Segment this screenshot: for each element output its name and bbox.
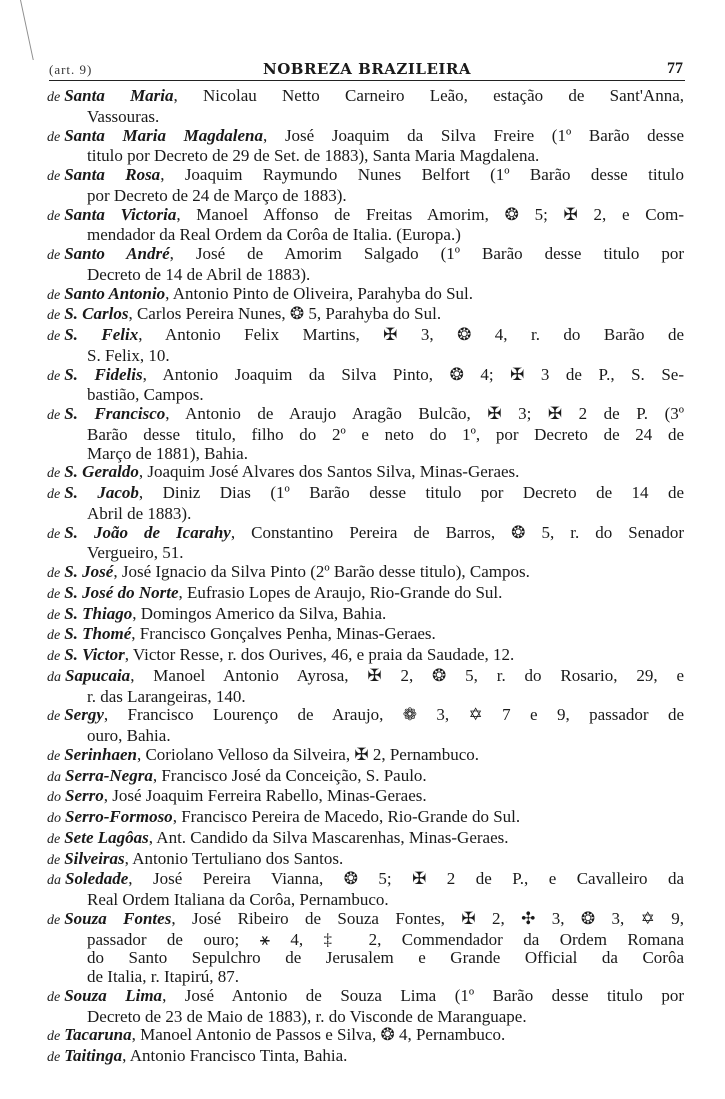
list-item xyxy=(47,245,684,285)
list-item xyxy=(47,127,684,167)
entry-continuation-line xyxy=(47,1008,684,1027)
entry-prefix: de xyxy=(47,709,61,725)
entry-prefix: de xyxy=(47,1050,61,1065)
entry-text: por Decreto de 24 de Março de 1883). xyxy=(87,186,347,205)
entry-title: Serinhaen xyxy=(64,745,137,764)
entry-continuation-line xyxy=(47,727,684,746)
entry-title: Sapucaia xyxy=(65,666,131,685)
page-number: 77 xyxy=(667,60,683,77)
entry-first-line xyxy=(47,667,684,688)
entry-prefix: do xyxy=(47,811,61,826)
entry-text: do Santo Sepulchro de Jerusalem e Grande Official da Corôa xyxy=(87,949,684,968)
list-item xyxy=(47,706,684,746)
entry-text: , Francisco Pereira de Macedo, Rio-Grande do Sul. xyxy=(172,808,521,826)
entry-first-line xyxy=(47,850,684,871)
entry-text: , Ant. Candido da Silva Mascarenhas, Minas-Geraes. xyxy=(148,828,509,847)
entry-title: S. Thomé xyxy=(64,625,132,644)
entry-prefix: de xyxy=(47,852,61,868)
list-item xyxy=(47,366,684,406)
entry-text: , Manoel Antonio de Passos e Silva, ❂ 4, Pernambuco. xyxy=(131,1026,506,1045)
entry-first-line xyxy=(47,87,684,108)
entry-first-line xyxy=(47,305,684,326)
entry-first-line xyxy=(47,767,684,788)
entry-first-line xyxy=(47,870,684,891)
entry-first-line xyxy=(47,563,684,584)
entry-prefix: de xyxy=(47,487,61,502)
running-header xyxy=(49,60,685,81)
entry-text: , Joaquim José Alvares dos Santos Silva, Minas-Geraes. xyxy=(138,463,520,482)
entry-text: Vassouras. xyxy=(87,107,160,126)
entry-first-line xyxy=(47,484,684,505)
entry-continuation-line xyxy=(47,426,684,445)
entry-text: Março de 1881), Bahia. xyxy=(87,444,248,463)
list-item xyxy=(47,987,684,1027)
entry-first-line xyxy=(47,808,684,829)
entry-prefix: de xyxy=(47,566,61,581)
entry-first-line xyxy=(47,405,684,426)
entry-text: , Francisco José da Conceição, S. Paulo. xyxy=(152,766,427,785)
entry-first-line xyxy=(47,1026,684,1047)
entry-prefix: do xyxy=(47,790,61,806)
entry-continuation-line xyxy=(47,891,684,910)
list-item xyxy=(47,850,684,871)
entry-first-line xyxy=(47,285,684,306)
entry-first-line xyxy=(47,166,684,187)
list-item xyxy=(47,767,684,788)
entry-text: mendador da Real Ordem da Corôa de Italia. (Europa.) xyxy=(87,226,461,245)
entry-title: Sergy xyxy=(64,706,104,725)
entry-text: , Domingos Americo da Silva, Bahia. xyxy=(132,604,387,623)
entry-text: , José Pereira Vianna, ❂ 5; ✠ 2 de P., e Cavalleiro da xyxy=(128,870,684,889)
entry-text: , José Joaquim Ferreira Rabello, Minas-Geraes. xyxy=(103,787,427,806)
entry-title: S. Felix xyxy=(64,326,139,344)
entry-continuation-line xyxy=(47,386,684,405)
entry-first-line xyxy=(47,206,684,227)
list-item xyxy=(47,1047,684,1068)
entry-text: , Manoel Antonio Ayrosa, ✠ 2, ❂ 5, r. do Rosario, 29, e xyxy=(130,666,684,685)
entry-title: Santa Maria xyxy=(64,87,174,105)
entry-prefix: da xyxy=(47,873,61,889)
entry-prefix: de xyxy=(47,408,61,423)
entry-prefix: de xyxy=(47,169,61,184)
entry-continuation-line xyxy=(47,347,684,366)
entry-title: S. José xyxy=(64,563,114,581)
entry-prefix: de xyxy=(47,248,61,263)
list-item xyxy=(47,405,684,463)
entry-continuation-line xyxy=(47,505,684,524)
entry-text: de Italia, r. Itapirú, 87. xyxy=(87,968,240,986)
entry-continuation-line xyxy=(47,108,684,127)
entry-text: bastião, Campos. xyxy=(87,386,204,405)
entry-text: Decreto de 14 de Abril de 1883). xyxy=(87,265,311,284)
entry-title: Serro xyxy=(65,787,104,806)
entry-text: , Manoel Affonso de Freitas Amorim, ❂ 5; ✠ 2, e Com- xyxy=(176,205,684,224)
list-item xyxy=(47,625,684,646)
entry-prefix: de xyxy=(47,287,61,303)
entry-first-line xyxy=(47,787,684,808)
list-item xyxy=(47,787,684,808)
page-edge-mark xyxy=(0,0,34,60)
list-item xyxy=(47,910,684,987)
entry-title: S. Fidelis xyxy=(64,365,143,384)
list-item xyxy=(47,305,684,326)
entry-title: Souza Lima xyxy=(64,986,163,1005)
entry-first-line xyxy=(47,746,684,767)
entry-text: ouro, Bahia. xyxy=(87,727,171,745)
entry-text: Vergueiro, 51. xyxy=(87,544,184,563)
entry-prefix: de xyxy=(47,90,61,105)
entry-text: titulo por Decreto de 29 de Set. de 1883), Santa Maria Magdalena. xyxy=(87,147,540,166)
entry-text: , Antonio Joaquim da Silva Pinto, ❂ 4; ✠ 3 de P., S. Se- xyxy=(142,365,684,384)
entry-first-line xyxy=(47,910,684,931)
entry-title: Soledade xyxy=(65,870,129,889)
entry-first-line xyxy=(47,987,684,1008)
entry-title: Santo Antonio xyxy=(64,284,166,303)
list-item xyxy=(47,870,684,910)
entry-first-line xyxy=(47,245,684,266)
entry-title: Sete Lagôas xyxy=(64,828,149,847)
entry-prefix: de xyxy=(47,607,61,623)
entry-prefix: de xyxy=(47,466,61,482)
entry-first-line xyxy=(47,706,684,727)
entry-text: , Nicolau Netto Carneiro Leão, estação de Sant'Anna, xyxy=(173,87,684,105)
list-item xyxy=(47,746,684,767)
entry-first-line xyxy=(47,463,684,484)
entry-continuation-line xyxy=(47,187,684,206)
entry-list xyxy=(47,87,684,1068)
entry-first-line xyxy=(47,605,684,626)
entry-title: Silveiras xyxy=(64,849,125,868)
entry-continuation-line xyxy=(47,544,684,563)
list-item xyxy=(47,524,684,564)
entry-text: , Francisco Gonçalves Penha, Minas-Geraes. xyxy=(131,625,436,644)
entry-text: , Francisco Lourenço de Araujo, ❁ 3, ✡ 7 e 9, passador de xyxy=(103,706,684,725)
list-item xyxy=(47,605,684,626)
list-item xyxy=(47,326,684,366)
entry-first-line xyxy=(47,1047,684,1068)
entry-prefix: de xyxy=(47,526,61,542)
list-item xyxy=(47,563,684,584)
entry-text: , Carlos Pereira Nunes, ❂ 5, Parahyba do Sul. xyxy=(128,305,442,324)
entry-title: S. Carlos xyxy=(64,305,129,324)
entry-title: S. Geraldo xyxy=(64,463,139,482)
entry-continuation-line xyxy=(47,445,684,464)
entry-prefix: de xyxy=(47,628,61,644)
entry-continuation-line xyxy=(47,968,684,987)
entry-text: r. das Larangeiras, 140. xyxy=(87,687,246,706)
entry-title: Santa Maria Magdalena xyxy=(64,126,264,145)
entry-title: Taitinga xyxy=(64,1047,123,1065)
entry-text: , José Ribeiro de Souza Fontes, ✠ 2, ✣ 3, ❂ 3, ✡ 9, xyxy=(171,909,684,928)
entry-text: , José Joaquim da Silva Freire (1º Barão desse xyxy=(263,126,684,145)
entry-text: Barão desse titulo, filho do 2º e neto do 1º, por Decreto de 24 de xyxy=(87,425,684,444)
entry-first-line xyxy=(47,366,684,387)
list-item xyxy=(47,667,684,707)
entry-text: S. Felix, 10. xyxy=(87,346,170,365)
entry-prefix: de xyxy=(47,831,61,847)
entry-title: S. José do Norte xyxy=(64,583,179,602)
entry-prefix: de xyxy=(47,649,61,664)
entry-text: , Joaquim Raymundo Nunes Belfort (1º Barão desse titulo xyxy=(160,166,684,184)
entry-title: Tacaruna xyxy=(64,1026,132,1045)
entry-title: S. Thiago xyxy=(64,604,133,623)
entry-text: , Victor Resse, r. dos Ourives, 46, e praia da Saudade, 12. xyxy=(124,646,515,664)
entry-text: , Antonio Tertuliano dos Santos. xyxy=(124,849,344,868)
entry-first-line xyxy=(47,524,684,545)
entry-continuation-line xyxy=(47,266,684,285)
list-item xyxy=(47,463,684,484)
entry-prefix: de xyxy=(47,368,61,384)
entry-prefix: de xyxy=(47,748,61,764)
entry-title: Serra-Negra xyxy=(65,766,153,785)
entry-continuation-line xyxy=(47,226,684,245)
entry-text: Abril de 1883). xyxy=(87,504,192,523)
entry-text: , Coriolano Velloso da Silveira, ✠ 2, Pernambuco. xyxy=(136,745,480,764)
entry-first-line xyxy=(47,127,684,148)
entry-prefix: de xyxy=(47,989,61,1005)
entry-text: , Antonio Pinto de Oliveira, Parahyba do Sul. xyxy=(165,284,474,303)
entry-prefix: da xyxy=(47,769,61,785)
entry-prefix: de xyxy=(47,1029,61,1045)
entry-title: S. Francisco xyxy=(64,405,166,423)
entry-text: , Diniz Dias (1º Barão desse titulo por Decreto de 14 de xyxy=(138,484,684,502)
entry-title: Souza Fontes xyxy=(64,909,172,928)
entry-text: Real Ordem Italiana da Corôa, Pernambuco. xyxy=(87,891,389,909)
section-label: (art. 9) xyxy=(49,62,93,77)
entry-first-line xyxy=(47,584,684,605)
entry-title: S. João de Icarahy xyxy=(64,523,231,542)
entry-text: Decreto de 23 de Maio de 1883), r. do Visconde de Maranguape. xyxy=(87,1007,527,1026)
entry-text: , Antonio Francisco Tinta, Bahia. xyxy=(122,1047,348,1065)
list-item xyxy=(47,484,684,524)
entry-text: passador de ouro; ⚹ 4, ‡ 2, Commendador da Ordem Romana xyxy=(87,930,684,949)
list-item xyxy=(47,1026,684,1047)
entry-continuation-line xyxy=(47,949,684,968)
entry-title: S. Victor xyxy=(64,646,125,664)
entry-text: , José Ignacio da Silva Pinto (2º Barão desse titulo), Campos. xyxy=(113,563,530,581)
entry-continuation-line xyxy=(47,931,684,950)
entry-title: Serro-Formoso xyxy=(65,808,173,826)
entry-first-line xyxy=(47,829,684,850)
list-item xyxy=(47,285,684,306)
entry-first-line xyxy=(47,625,684,646)
entry-title: Santa Victoria xyxy=(64,205,177,224)
entry-first-line xyxy=(47,646,684,667)
entry-title: Santo André xyxy=(64,245,170,263)
list-item xyxy=(47,206,684,246)
entry-title: Santa Rosa xyxy=(64,166,161,184)
entry-prefix: da xyxy=(47,669,61,685)
entry-first-line xyxy=(47,326,684,347)
list-item xyxy=(47,829,684,850)
list-item xyxy=(47,646,684,667)
entry-prefix: de xyxy=(47,329,61,344)
entry-text: , Eufrasio Lopes de Araujo, Rio-Grande do Sul. xyxy=(178,583,503,602)
entry-prefix: de xyxy=(47,308,61,324)
list-item xyxy=(47,87,684,127)
entry-prefix: de xyxy=(47,129,61,145)
entry-text: , Antonio Felix Martins, ✠ 3, ❂ 4, r. do Barão de xyxy=(138,326,684,344)
page-title: NOBREZA BRAZILEIRA xyxy=(262,60,471,78)
entry-prefix: de xyxy=(47,208,61,224)
entry-continuation-line xyxy=(47,147,684,166)
entry-text: , Constantino Pereira de Barros, ❂ 5, r. do Senador xyxy=(230,523,684,542)
entry-text: , Antonio de Araujo Aragão Bulcão, ✠ 3; ✠ 2 de P. (3º xyxy=(165,405,684,423)
entry-continuation-line xyxy=(47,688,684,707)
entry-title: S. Jacob xyxy=(64,484,139,502)
list-item xyxy=(47,584,684,605)
entry-prefix: de xyxy=(47,912,61,928)
entry-text: , José Antonio de Souza Lima (1º Barão desse titulo por xyxy=(162,986,684,1005)
entry-prefix: de xyxy=(47,586,61,602)
list-item xyxy=(47,166,684,206)
entry-text: , José de Amorim Salgado (1º Barão desse titulo por xyxy=(169,245,684,263)
list-item xyxy=(47,808,684,829)
